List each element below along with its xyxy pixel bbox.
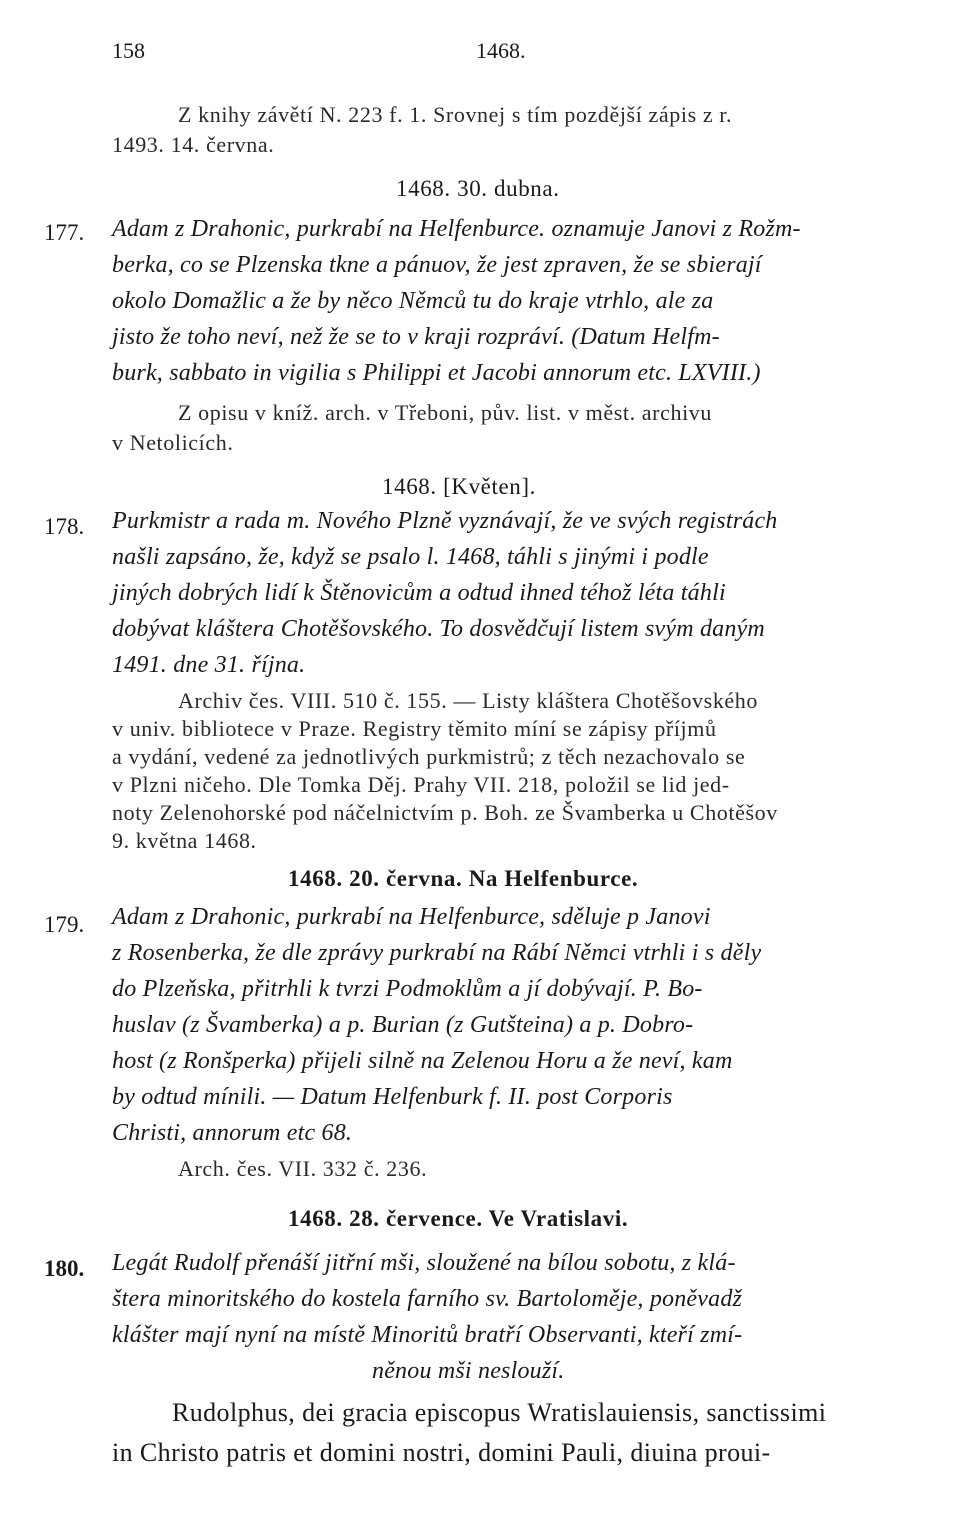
regest-line: berka, co se Plzenska tkne a pánuov, že jest zpraven, že se sbierají — [112, 252, 762, 278]
note-line: a vydání, vedené za jednotlivých purkmistrů; z těch nezachovalo se — [112, 744, 746, 769]
regest-line: něnou mši neslouží. — [372, 1358, 565, 1384]
entry-number: 178. — [44, 514, 85, 539]
regest-line: do Plzeňska, přitrhli k tvrzi Podmoklům a jí dobývají. P. Bo- — [112, 976, 703, 1002]
regest-line: burk, sabbato in vigilia s Philippi et Jacobi annorum etc. LXVIII.) — [112, 360, 761, 386]
regest-line: Purkmistr a rada m. Nového Plzně vyznávají, že ve svých registrách — [112, 508, 778, 534]
text-line: in Christo patris et domini nostri, domini Pauli, diuina proui- — [112, 1438, 771, 1467]
note-line: v Plzni ničeho. Dle Tomka Děj. Prahy VII. 218, položil se lid jed- — [112, 772, 730, 797]
entry-heading: 1468. 30. dubna. — [396, 176, 560, 201]
regest-line: štera minoritského do kostela farního sv. Bartoloměje, poněvadž — [112, 1286, 743, 1312]
regest-line: Christi, annorum etc 68. — [112, 1120, 353, 1146]
entry-number: 177. — [44, 220, 85, 245]
note-line: Z opisu v kníž. arch. v Třeboni, pův. list. v měst. archivu — [178, 400, 712, 425]
regest-line: jisto že toho neví, než že se to v kraji rozpráví. (Datum Helfm- — [112, 324, 720, 350]
entry-heading: 1468. [Květen]. — [382, 474, 536, 499]
regest-line: host (z Ronšperka) přijeli silně na Zelenou Horu a že neví, kam — [112, 1048, 733, 1074]
regest-line: jiných dobrých lidí k Štěnovicům a odtud ihned téhož léta táhli — [112, 580, 726, 606]
regest-line: by odtud mínili. — Datum Helfenburk f. II. post Corporis — [112, 1084, 673, 1110]
running-title: 1468. — [476, 38, 526, 63]
regest-line: Adam z Drahonic, purkrabí na Helfenburce. oznamuje Janovi z Rožm- — [112, 216, 801, 242]
entry-heading: 1468. 28. července. Ve Vratislavi. — [288, 1206, 629, 1231]
note-line: Arch. čes. VII. 332 č. 236. — [178, 1156, 428, 1181]
note-line: 1493. 14. června. — [112, 132, 275, 157]
note-line: v Netolicích. — [112, 430, 234, 455]
page-number: 158 — [112, 38, 145, 63]
regest-line: klášter mají nyní na místě Minoritů bratří Observanti, kteří zmí- — [112, 1322, 743, 1348]
entry-heading: 1468. 20. června. Na Helfenburce. — [288, 866, 639, 891]
note-line: v univ. bibliotece v Praze. Registry těmito míní se zápisy příjmů — [112, 716, 717, 741]
entry-number: 180. — [44, 1256, 85, 1281]
note-line: noty Zelenohorské pod náčelnictvím p. Boh. ze Švamberka u Chotěšov — [112, 800, 778, 825]
note-line: Archiv čes. VIII. 510 č. 155. — Listy kláštera Chotěšovského — [178, 688, 758, 713]
regest-line: Legát Rudolf přenáší jitřní mši, sloužené na bílou sobotu, z klá- — [112, 1250, 736, 1276]
note-line: Z knihy závětí N. 223 f. 1. Srovnej s tím pozdější zápis z r. — [178, 102, 733, 127]
entry-number: 179. — [44, 912, 85, 937]
regest-line: našli zapsáno, že, když se psalo l. 1468, táhli s jinými i podle — [112, 544, 709, 570]
regest-line: z Rosenberka, že dle zprávy purkrabí na Rábí Němci vtrhli i s děly — [112, 940, 762, 966]
regest-line: 1491. dne 31. října. — [112, 652, 306, 678]
text-line: Rudolphus, dei gracia episcopus Wratislauiensis, sanctissimi — [172, 1398, 827, 1427]
regest-line: huslav (z Švamberka) a p. Burian (z Gutšteina) a p. Dobro- — [112, 1012, 694, 1038]
regest-line: dobývat kláštera Chotěšovského. To dosvědčují listem svým daným — [112, 616, 765, 642]
regest-line: okolo Domažlic a že by něco Němců tu do kraje vtrhlo, ale za — [112, 288, 714, 314]
note-line: 9. května 1468. — [112, 828, 257, 853]
regest-line: Adam z Drahonic, purkrabí na Helfenburce, sděluje p Janovi — [112, 904, 711, 930]
